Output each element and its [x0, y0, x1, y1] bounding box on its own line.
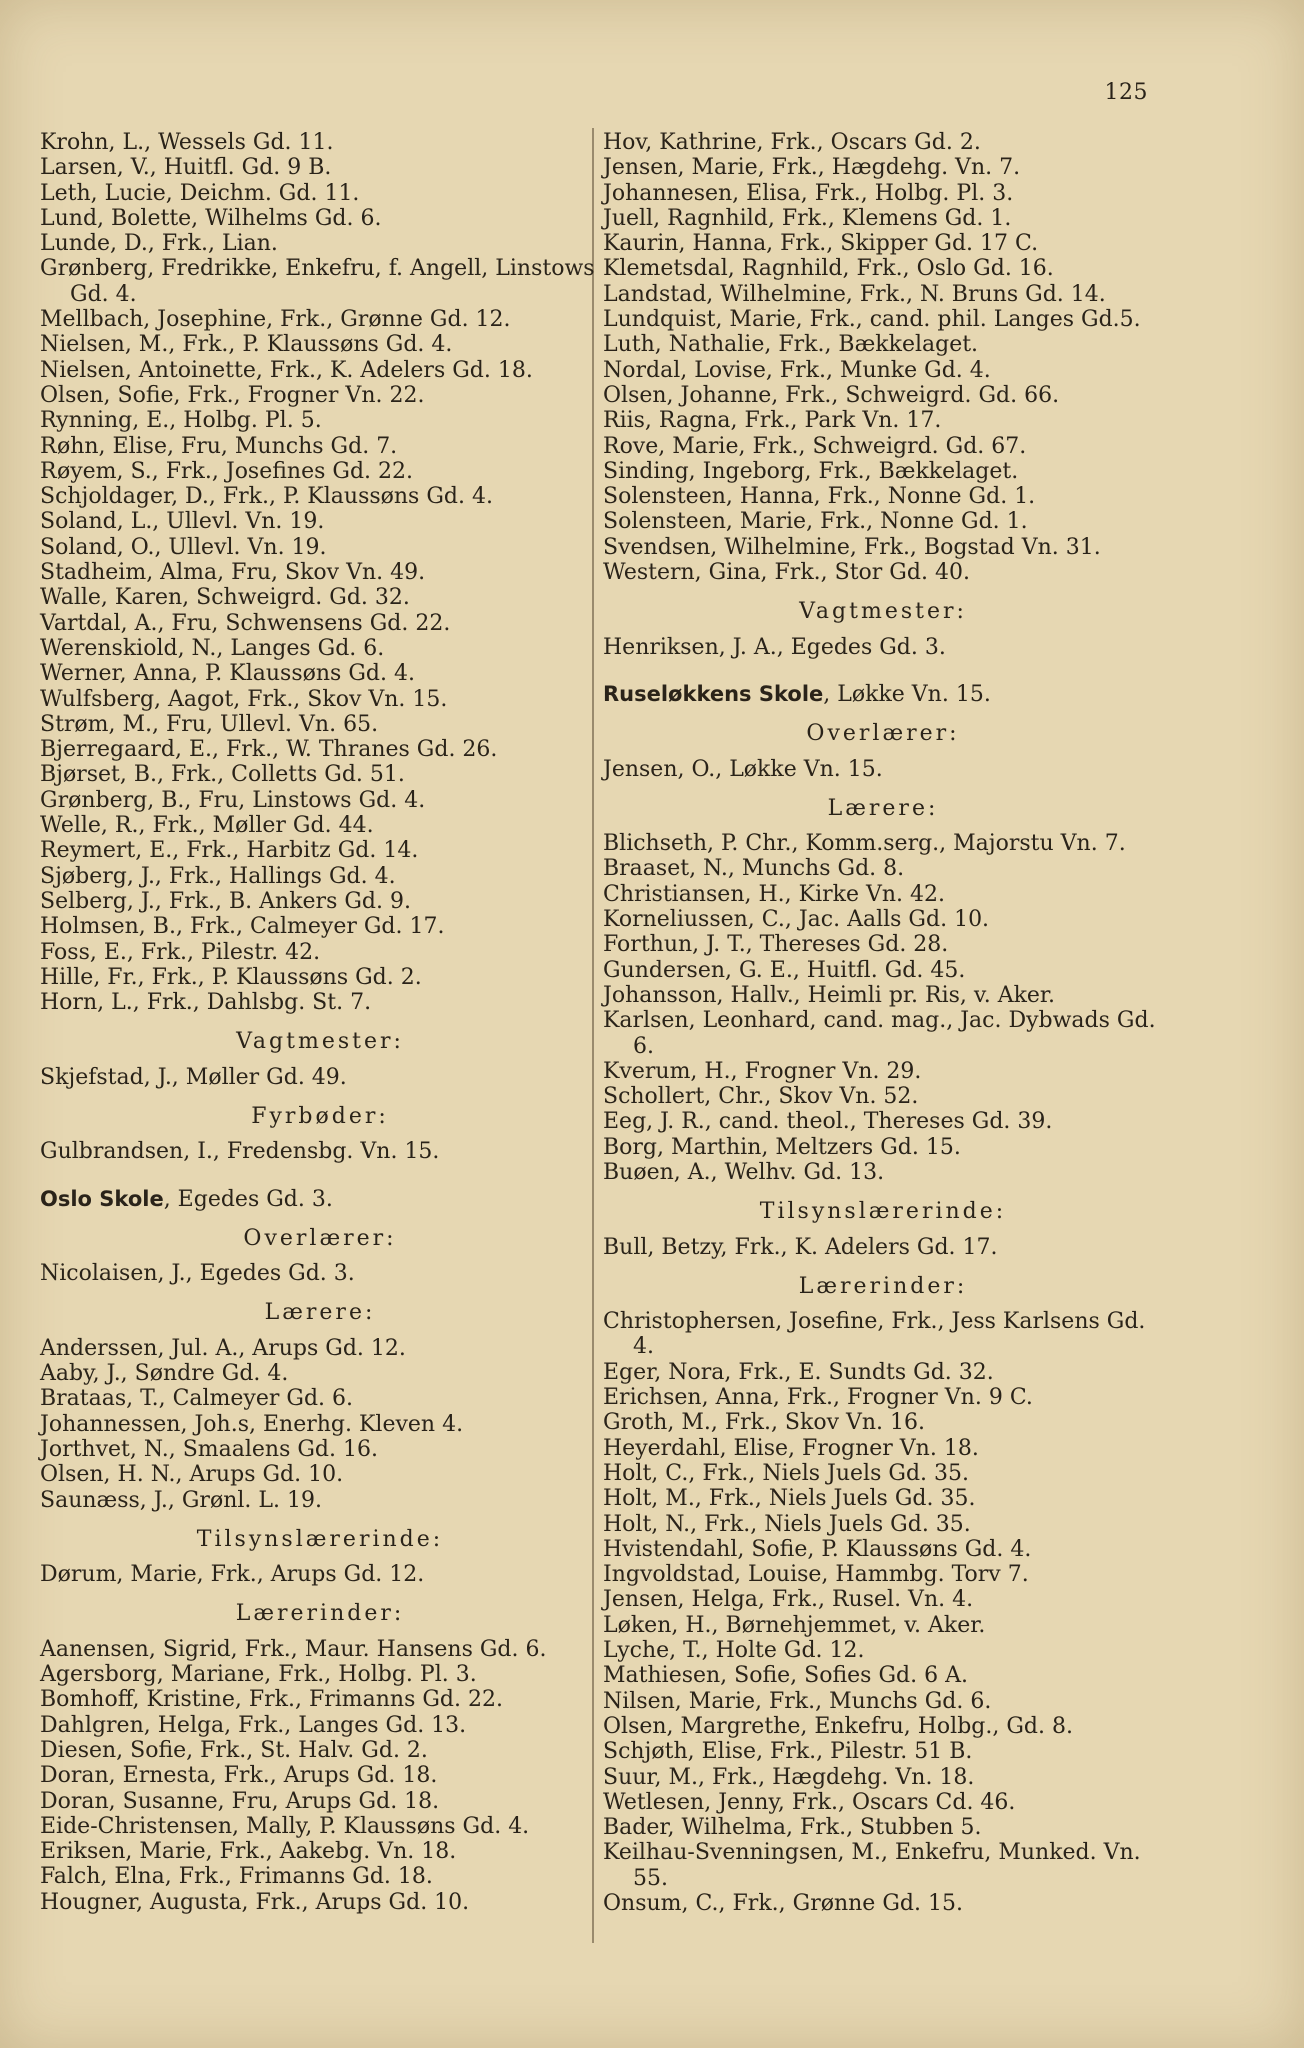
- directory-entry: Sjøberg, J., Frk., Hallings Gd. 4.: [40, 863, 396, 889]
- directory-entry: Røyem, S., Frk., Josefines Gd. 22.: [40, 458, 414, 484]
- section-heading-overlaerer: Overlærer:: [806, 721, 960, 747]
- directory-entry: Skjefstad, J., Møller Gd. 49.: [40, 1064, 347, 1090]
- directory-entry: Braaset, N., Munchs Gd. 8.: [603, 856, 905, 882]
- school-address: , Egedes Gd. 3.: [163, 1186, 333, 1212]
- directory-entry: Werenskiold, N., Langes Gd. 6.: [40, 635, 385, 661]
- directory-entry: Gundersen, G. E., Huitfl. Gd. 45.: [603, 957, 966, 983]
- directory-entry: Hvistendahl, Sofie, P. Klaussøns Gd. 4.: [603, 1536, 1032, 1562]
- section-heading-laererinder: Lærerinder:: [235, 1601, 405, 1627]
- entry-list: [603, 1309, 1163, 1916]
- directory-entry: Selberg, J., Frk., B. Ankers Gd. 9.: [40, 888, 411, 914]
- section-heading-vagtmester: Vagtmester:: [236, 1029, 404, 1055]
- directory-entry: Foss, E., Frk., Pilestr. 42.: [40, 939, 321, 965]
- directory-entry: Grønberg, Fredrikke, Enkefru, f. Angell, Linstows Gd. 4.: [40, 256, 595, 307]
- directory-entry: Saunæss, J., Grønl. L. 19.: [40, 1487, 322, 1513]
- directory-entry: Bader, Wilhelma, Frk., Stubben 5.: [603, 1815, 982, 1841]
- section-heading-tilsyn: Tilsynslærerinde:: [759, 1199, 1007, 1225]
- directory-entry: Leth, Lucie, Deichm. Gd. 11.: [40, 180, 360, 206]
- directory-entry: Riis, Ragna, Frk., Park Vn. 17.: [603, 408, 942, 434]
- directory-entry: Schjoldager, D., Frk., P. Klaussøns Gd. 4.: [40, 484, 493, 510]
- section-heading-fyrboder: Fyrbøder:: [251, 1103, 389, 1129]
- entry-list: [603, 130, 1163, 585]
- directory-entry: Soland, L., Ullevl. Vn. 19.: [40, 509, 325, 535]
- entry-list: [40, 1336, 600, 1513]
- directory-entry: Forthun, J. T., Thereses Gd. 28.: [603, 932, 949, 958]
- directory-entry: Hov, Kathrine, Frk., Oscars Gd. 2.: [603, 130, 981, 155]
- directory-entry: Lund, Bolette, Wilhelms Gd. 6.: [40, 205, 382, 231]
- directory-entry: Eger, Nora, Frk., E. Sundts Gd. 32.: [603, 1359, 994, 1385]
- directory-entry: Jensen, Helga, Frk., Rusel. Vn. 4.: [603, 1587, 974, 1613]
- directory-entry: Olsen, Johanne, Frk., Schweigrd. Gd. 66.: [603, 382, 1060, 408]
- entry-list: [40, 1637, 600, 1915]
- directory-entry: Henriksen, J. A., Egedes Gd. 3.: [603, 634, 946, 660]
- directory-entry: Kverum, H., Frogner Vn. 29.: [603, 1058, 922, 1084]
- directory-entry: Holt, N., Frk., Niels Juels Gd. 35.: [603, 1511, 971, 1537]
- directory-entry: Løken, H., Børnehjemmet, v. Aker.: [603, 1612, 986, 1638]
- directory-entry: Borg, Marthin, Meltzers Gd. 15.: [603, 1134, 961, 1160]
- directory-entry: Juell, Ragnhild, Frk., Klemens Gd. 1.: [603, 205, 1012, 231]
- directory-entry: Erichsen, Anna, Frk., Frogner Vn. 9 C.: [603, 1385, 1033, 1411]
- directory-entry: Solensteen, Hanna, Frk., Nonne Gd. 1.: [603, 484, 1036, 510]
- directory-entry: Nielsen, Antoinette, Frk., K. Adelers Gd. 18.: [40, 357, 533, 383]
- directory-entry: Landstad, Wilhelmine, Frk., N. Bruns Gd. 14.: [603, 281, 1106, 307]
- directory-entry: Grønberg, B., Fru, Linstows Gd. 4.: [40, 787, 426, 813]
- directory-entry: Larsen, V., Huitfl. Gd. 9 B.: [40, 155, 332, 181]
- directory-entry: Olsen, Sofie, Frk., Frogner Vn. 22.: [40, 382, 425, 408]
- directory-entry: Svendsen, Wilhelmine, Frk., Bogstad Vn. 31.: [603, 534, 1101, 560]
- directory-entry: Klemetsdal, Ragnhild, Frk., Oslo Gd. 16.: [603, 256, 1054, 282]
- directory-entry: Nilsen, Marie, Frk., Munchs Gd. 6.: [603, 1688, 992, 1714]
- directory-entry: Doran, Susanne, Fru, Arups Gd. 18.: [40, 1788, 440, 1814]
- directory-entry: Christiansen, H., Kirke Vn. 42.: [603, 881, 945, 907]
- directory-entry: Gulbrandsen, I., Fredensbg. Vn. 15.: [40, 1139, 440, 1165]
- directory-entry: Bull, Betzy, Frk., K. Adelers Gd. 17.: [603, 1234, 998, 1260]
- directory-entry: Sinding, Ingeborg, Frk., Bækkelaget.: [603, 458, 1019, 484]
- directory-entry: Strøm, M., Fru, Ullevl. Vn. 65.: [40, 711, 379, 737]
- directory-entry: Jorthvet, N., Smaalens Gd. 16.: [40, 1436, 378, 1462]
- directory-entry: Anderssen, Jul. A., Arups Gd. 12.: [40, 1335, 406, 1361]
- directory-entry: Kaurin, Hanna, Frk., Skipper Gd. 17 C.: [603, 231, 1039, 257]
- directory-entry: Onsum, C., Frk., Grønne Gd. 15.: [603, 1891, 963, 1916]
- directory-entry: Keilhau-Svenningsen, M., Enkefru, Munked. Vn. 55.: [603, 1840, 1141, 1891]
- directory-entry: Soland, O., Ullevl. Vn. 19.: [40, 534, 327, 560]
- directory-entry: Falch, Elna, Frk., Frimanns Gd. 18.: [40, 1864, 433, 1890]
- directory-entry: Groth, M., Frk., Skov Vn. 16.: [603, 1410, 926, 1436]
- directory-entry: Heyerdahl, Elise, Frogner Vn. 18.: [603, 1435, 979, 1461]
- entry-list: [40, 130, 600, 1015]
- directory-entry: Rynning, E., Holbg. Pl. 5.: [40, 408, 322, 434]
- directory-entry: Doran, Ernesta, Frk., Arups Gd. 18.: [40, 1763, 438, 1789]
- directory-entry: Werner, Anna, P. Klaussøns Gd. 4.: [40, 661, 415, 687]
- directory-entry: Christophersen, Josefine, Frk., Jess Karlsens Gd. 4.: [603, 1309, 1146, 1360]
- directory-entry: Karlsen, Leonhard, cand. mag., Jac. Dybwads Gd. 6.: [603, 1008, 1156, 1059]
- directory-entry: Walle, Karen, Schweigrd. Gd. 32.: [40, 585, 410, 611]
- section-heading-tilsyn: Tilsynslærerinde:: [196, 1526, 444, 1552]
- directory-entry: Rove, Marie, Frk., Schweigrd. Gd. 67.: [603, 433, 1027, 459]
- directory-entry: Holt, C., Frk., Niels Juels Gd. 35.: [603, 1460, 969, 1486]
- directory-entry: Holt, M., Frk., Niels Juels Gd. 35.: [603, 1486, 976, 1512]
- directory-entry: Blichseth, P. Chr., Komm.serg., Majorstu Vn. 7.: [603, 831, 1126, 857]
- directory-entry: Jensen, Marie, Frk., Hægdehg. Vn. 7.: [603, 155, 1021, 181]
- directory-entry: Eide-Christensen, Mally, P. Klaussøns Gd. 4.: [40, 1813, 530, 1839]
- directory-entry: Johansson, Hallv., Heimli pr. Ris, v. Aker.: [603, 982, 1056, 1008]
- directory-entry: Olsen, H. N., Arups Gd. 10.: [40, 1462, 344, 1488]
- right-column: [603, 130, 1163, 1916]
- entry-list: [603, 831, 1163, 1185]
- directory-entry: Stadheim, Alma, Fru, Skov Vn. 49.: [40, 560, 426, 586]
- directory-entry: Olsen, Margrethe, Enkefru, Holbg., Gd. 8.: [603, 1713, 1073, 1739]
- directory-entry: Johannessen, Joh.s, Enerhg. Kleven 4.: [40, 1411, 464, 1437]
- directory-entry: Lundquist, Marie, Frk., cand. phil. Langes Gd.5.: [603, 307, 1141, 333]
- directory-entry: Hille, Fr., Frk., P. Klaussøns Gd. 2.: [40, 964, 422, 990]
- directory-entry: Bomhoff, Kristine, Frk., Frimanns Gd. 22.: [40, 1687, 503, 1713]
- directory-entry: Luth, Nathalie, Frk., Bækkelaget.: [603, 332, 979, 358]
- directory-entry: Røhn, Elise, Fru, Munchs Gd. 7.: [40, 433, 398, 459]
- directory-entry: Eriksen, Marie, Frk., Aakebg. Vn. 18.: [40, 1839, 457, 1865]
- directory-entry: Nicolaisen, J., Egedes Gd. 3.: [40, 1261, 355, 1287]
- directory-entry: Holmsen, B., Frk., Calmeyer Gd. 17.: [40, 914, 445, 940]
- directory-entry: Horn, L., Frk., Dahlsbg. St. 7.: [40, 990, 372, 1016]
- directory-entry: Agersborg, Mariane, Frk., Holbg. Pl. 3.: [40, 1662, 477, 1688]
- directory-entry: Mellbach, Josephine, Frk., Grønne Gd. 12.: [40, 307, 511, 333]
- section-heading-laererinder: Lærerinder:: [798, 1273, 968, 1299]
- directory-entry: Buøen, A., Welhv. Gd. 13.: [603, 1159, 885, 1185]
- directory-entry: Aanensen, Sigrid, Frk., Maur. Hansens Gd. 6.: [40, 1636, 547, 1662]
- section-heading-laerere: Lærere:: [827, 795, 939, 821]
- school-name: Ruseløkkens Skole: [603, 681, 824, 706]
- directory-entry: Krohn, L., Wessels Gd. 11.: [40, 130, 334, 155]
- directory-entry: Lunde, D., Frk., Lian.: [40, 231, 278, 257]
- section-heading-laerere: Lærere:: [264, 1300, 376, 1326]
- directory-entry: Aaby, J., Søndre Gd. 4.: [40, 1361, 289, 1387]
- school-heading: [603, 682, 1163, 707]
- section-heading-vagtmester: Vagtmester:: [799, 599, 967, 625]
- directory-entry: Wulfsberg, Aagot, Frk., Skov Vn. 15.: [40, 686, 448, 712]
- directory-entry: Bjørset, B., Frk., Colletts Gd. 51.: [40, 762, 405, 788]
- directory-entry: Ingvoldstad, Louise, Hammbg. Torv 7.: [603, 1562, 1029, 1588]
- directory-entry: Nordal, Lovise, Frk., Munke Gd. 4.: [603, 357, 991, 383]
- directory-entry: Vartdal, A., Fru, Schwensens Gd. 22.: [40, 610, 451, 636]
- school-name: Oslo Skole: [40, 1186, 164, 1211]
- school-heading: [40, 1187, 600, 1212]
- directory-entry: Western, Gina, Frk., Stor Gd. 40.: [603, 560, 970, 586]
- school-address: , Løkke Vn. 15.: [823, 681, 991, 707]
- directory-entry: Dahlgren, Helga, Frk., Langes Gd. 13.: [40, 1712, 467, 1738]
- directory-entry: Jensen, O., Løkke Vn. 15.: [603, 756, 883, 782]
- directory-entry: Hougner, Augusta, Frk., Arups Gd. 10.: [40, 1889, 470, 1915]
- directory-entry: Korneliussen, C., Jac. Aalls Gd. 10.: [603, 907, 990, 933]
- directory-entry: Welle, R., Frk., Møller Gd. 44.: [40, 813, 374, 839]
- page-number: 125: [1104, 80, 1148, 105]
- section-heading-overlaerer: Overlærer:: [243, 1225, 397, 1251]
- directory-entry: Suur, M., Frk., Hægdehg. Vn. 18.: [603, 1764, 975, 1790]
- directory-entry: Schjøth, Elise, Frk., Pilestr. 51 B.: [603, 1739, 973, 1765]
- directory-entry: Eeg, J. R., cand. theol., Thereses Gd. 39.: [603, 1109, 1053, 1135]
- directory-entry: Lyche, T., Holte Gd. 12.: [603, 1638, 865, 1664]
- directory-entry: Diesen, Sofie, Frk., St. Halv. Gd. 2.: [40, 1737, 428, 1763]
- directory-entry: Solensteen, Marie, Frk., Nonne Gd. 1.: [603, 509, 1028, 535]
- directory-entry: Reymert, E., Frk., Harbitz Gd. 14.: [40, 838, 419, 864]
- directory-entry: Nielsen, M., Frk., P. Klaussøns Gd. 4.: [40, 332, 453, 358]
- directory-entry: Schollert, Chr., Skov Vn. 52.: [603, 1084, 919, 1110]
- left-column: [40, 130, 600, 1915]
- directory-entry: Bjerregaard, E., Frk., W. Thranes Gd. 26.: [40, 737, 498, 763]
- directory-entry: Mathiesen, Sofie, Sofies Gd. 6 A.: [603, 1663, 968, 1689]
- directory-entry: Johannesen, Elisa, Frk., Holbg. Pl. 3.: [603, 180, 1014, 206]
- directory-entry: Dørum, Marie, Frk., Arups Gd. 12.: [40, 1562, 425, 1588]
- directory-entry: Wetlesen, Jenny, Frk., Oscars Cd. 46.: [603, 1789, 1016, 1815]
- directory-entry: Brataas, T., Calmeyer Gd. 6.: [40, 1386, 354, 1412]
